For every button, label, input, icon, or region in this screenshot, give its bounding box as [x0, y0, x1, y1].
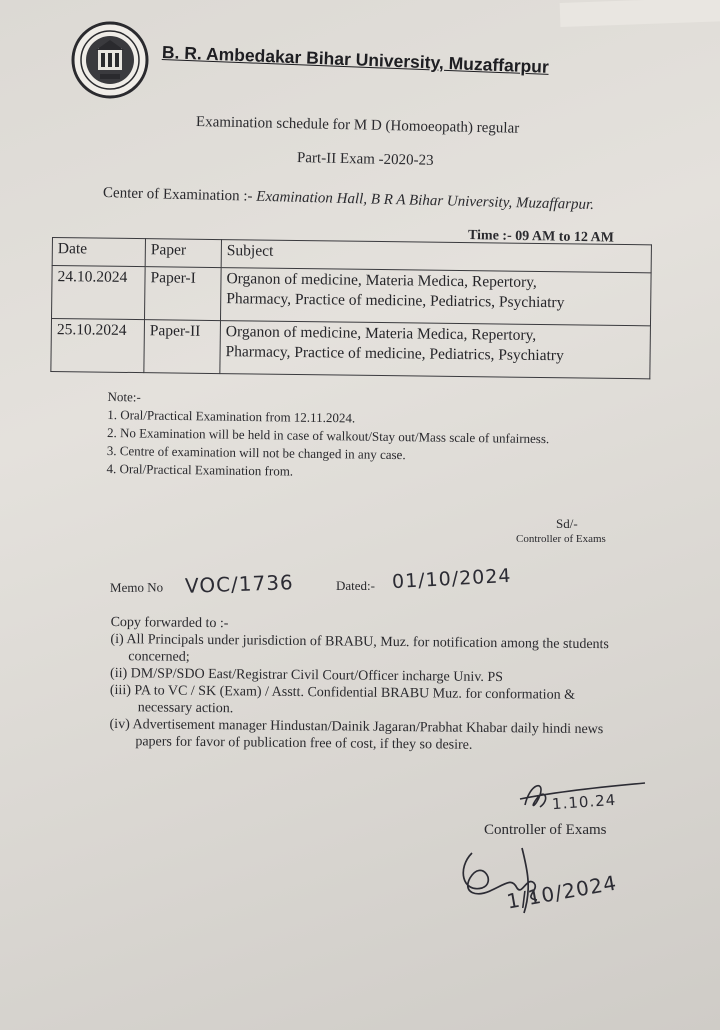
copy-heading: Copy forwarded to :- — [110, 615, 229, 632]
subject-line: Pharmacy, Practice of medicine, Pediatrics, Psychiatry — [226, 290, 565, 312]
table-row — [51, 319, 651, 379]
background-paper-scrap — [560, 0, 720, 27]
row-subject — [220, 321, 651, 379]
row-date: 24.10.2024 — [52, 266, 146, 320]
subject-line: Organon of medicine, Materia Medica, Repertory, — [226, 270, 537, 292]
exam-schedule-title: Examination schedule for M D (Homoeopath) regular — [195, 114, 520, 137]
subject-line: Pharmacy, Practice of medicine, Pediatrics, Psychiatry — [225, 343, 564, 365]
copy-item: (ii) DM/SP/SDO East/Registrar Civil Court/Officer incharge Univ. PS — [110, 666, 504, 686]
sd-mark: Sd/- — [556, 516, 578, 531]
dated-label: Dated:- — [336, 578, 375, 593]
notes-section — [106, 388, 549, 484]
controller-designation-2: Controller of Exams — [484, 822, 607, 838]
exam-time: Time :- 09 AM to 12 AM — [467, 228, 615, 246]
memo-label: Memo No — [109, 579, 164, 595]
copy-item-continuation: papers for favor of publication free of cost, if they so desire. — [135, 734, 473, 753]
note-item: 4. Oral/Practical Examination from. — [106, 460, 294, 479]
row-paper: Paper-I — [144, 267, 221, 321]
exam-part-title: Part-II Exam -2020-23 — [296, 150, 434, 169]
note-item: 1. Oral/Practical Examination from 12.11.2024. — [107, 407, 356, 426]
note-item: 3. Centre of examination will not be changed in any case. — [106, 442, 406, 463]
university-logo-seal — [70, 20, 150, 100]
schedule-table — [50, 237, 652, 379]
copy-item: (iv) Advertisement manager Hindustan/Dainik Jagaran/Prabhat Khabar daily hindi news — [109, 716, 604, 738]
row-paper: Paper-II — [144, 320, 221, 374]
row-subject — [220, 268, 651, 326]
controller-designation-1: Controller of Exams — [516, 533, 606, 545]
subject-line: Organon of medicine, Materia Medica, Repertory, — [225, 323, 537, 345]
copy-item: (iii) PA to VC / SK (Exam) / Asstt. Confidential BRABU Muz. for conformation & — [109, 682, 576, 703]
note-item: 2. No Examination will be held in case of walkout/Stay out/Mass scale of unfairness. — [106, 425, 550, 447]
notes-heading: Note:- — [107, 389, 141, 405]
dated-value-handwritten: 01/10/2024 — [391, 564, 513, 594]
copy-forwarded-section — [109, 614, 609, 755]
table-row — [52, 266, 652, 326]
university-name: B. R. Ambedakar Bihar University, Muzaffarpur — [161, 42, 550, 77]
row-date: 25.10.2024 — [51, 319, 145, 373]
column-header-paper: Paper — [145, 239, 221, 268]
center-label: Center of Examination :- — [102, 185, 253, 205]
initial-date-handwritten: 1.10.24 — [551, 790, 617, 814]
center-of-examination — [103, 185, 594, 214]
memo-number-handwritten: VOC/1736 — [184, 570, 295, 598]
copy-item-continuation: necessary action. — [137, 700, 234, 717]
copy-item-continuation: concerned; — [128, 649, 190, 665]
column-header-subject: Subject — [221, 240, 651, 274]
column-header-date: Date — [52, 238, 145, 267]
center-value: Examination Hall, B R A Bihar University, Muzaffarpur. — [256, 188, 595, 213]
copy-item: (i) All Principals under jurisdiction of BRABU, Muz. for notification among the students — [110, 632, 609, 653]
signature-date-handwritten: 1/10/2024 — [504, 870, 619, 914]
